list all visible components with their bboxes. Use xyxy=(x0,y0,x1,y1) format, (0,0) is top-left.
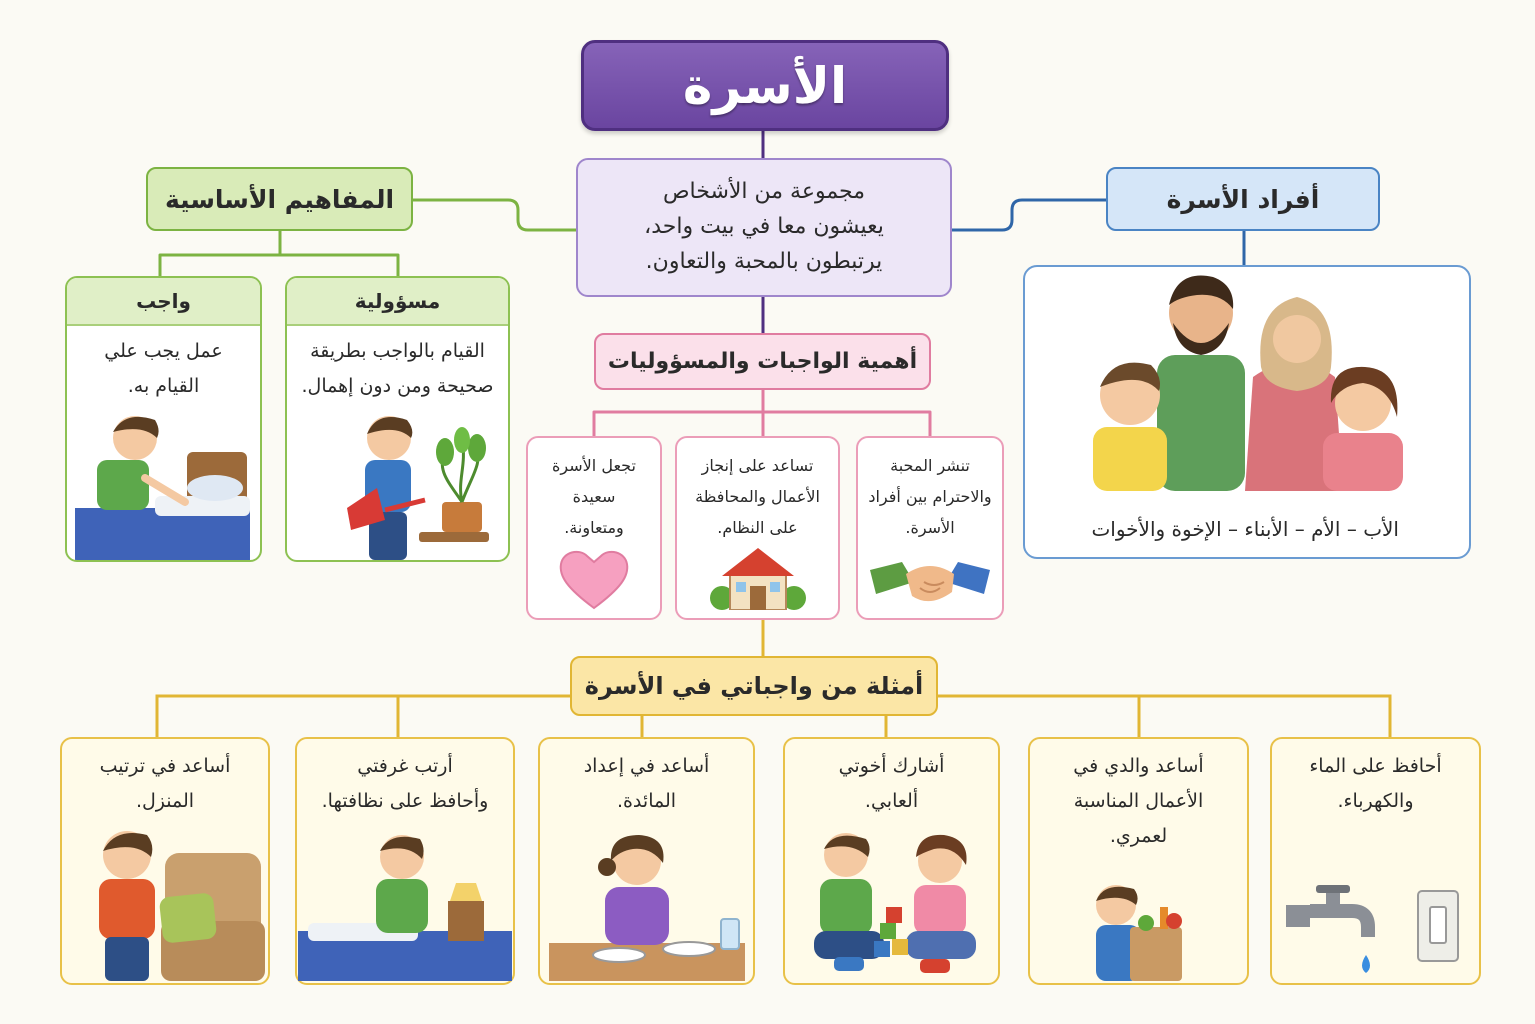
importance-line: الأعمال والمحافظة xyxy=(695,487,820,507)
importance-text xyxy=(858,438,1002,544)
example-line: أشارك أخوتي xyxy=(838,755,945,777)
importance-line: والاحترام بين أفراد xyxy=(868,487,992,507)
example-text xyxy=(297,739,513,819)
example-line: المنزل. xyxy=(135,790,195,813)
concept-card-duty xyxy=(65,276,262,562)
definition-box xyxy=(576,158,952,297)
example-line: أساعد والدي في xyxy=(1073,755,1204,777)
example-text xyxy=(785,739,998,819)
concept-line: عمل يجب علي xyxy=(104,340,223,362)
boy-carrying-groceries-illustration xyxy=(1074,881,1204,981)
definition-line: مجموعة من الأشخاص xyxy=(662,179,866,205)
faucet-and-switch-illustration xyxy=(1286,871,1466,981)
example-line: ألعابي. xyxy=(864,790,919,813)
concept-description xyxy=(67,326,260,404)
definition-line: يرتبطون بالمحبة والتعاون. xyxy=(645,248,883,274)
children-playing-blocks-illustration xyxy=(794,831,990,981)
boy-arranging-cushion-illustration xyxy=(65,825,265,981)
concepts-heading: المفاهيم الأساسية xyxy=(146,167,413,231)
example-card-tidy-house xyxy=(60,737,270,985)
example-card-tidy-room xyxy=(295,737,515,985)
examples-heading: أمثلة من واجباتي في الأسرة xyxy=(570,656,938,716)
example-line: وأحافظ على نظافتها. xyxy=(321,790,489,813)
importance-line: تنشر المحبة xyxy=(890,456,970,475)
handshake-icon xyxy=(868,548,992,610)
example-line: أساعد في ترتيب xyxy=(99,755,231,777)
concept-line: القيام به. xyxy=(127,375,200,398)
importance-line: سعيدة xyxy=(572,487,616,507)
importance-line: تساعد على إنجاز xyxy=(701,456,814,475)
members-card xyxy=(1023,265,1471,559)
example-line: أساعد في إعداد xyxy=(583,755,710,777)
example-text xyxy=(1030,739,1247,854)
concept-title: مسؤولية xyxy=(287,278,508,326)
example-card-help-parents xyxy=(1028,737,1249,985)
heart-icon xyxy=(557,548,631,610)
importance-card-order xyxy=(675,436,840,620)
example-card-conserve xyxy=(1270,737,1481,985)
concept-description xyxy=(287,326,508,404)
concept-line: صحيحة ومن دون إهمال. xyxy=(301,375,494,398)
example-line: الأعمال المناسبة xyxy=(1073,790,1204,813)
girl-setting-table-illustration xyxy=(549,831,745,981)
family-portrait-illustration xyxy=(1085,267,1415,491)
boy-watering-plant-illustration xyxy=(307,410,492,560)
importance-line: على النظام. xyxy=(717,518,798,538)
example-line: أحافظ على الماء xyxy=(1309,755,1442,777)
concept-title: واجب xyxy=(67,278,260,326)
example-card-share-toys xyxy=(783,737,1000,985)
example-line: والكهرباء. xyxy=(1337,790,1414,813)
example-line: أرتب غرفتي xyxy=(357,755,453,777)
example-text xyxy=(540,739,753,819)
concept-line: القيام بالواجب بطريقة xyxy=(310,340,485,362)
importance-line: تجعل الأسرة xyxy=(552,456,636,475)
importance-card-love xyxy=(856,436,1004,620)
example-text xyxy=(1272,739,1479,819)
house-icon xyxy=(708,544,808,610)
importance-line: ومتعاونة. xyxy=(564,518,624,538)
example-card-set-table xyxy=(538,737,755,985)
example-text xyxy=(62,739,268,819)
importance-heading: أهمية الواجبات والمسؤوليات xyxy=(594,333,931,390)
example-line: لعمري. xyxy=(1109,825,1168,848)
diagram-title: الأسرة xyxy=(581,40,949,131)
boy-making-bed-illustration xyxy=(75,410,250,560)
importance-line: الأسرة. xyxy=(905,518,955,538)
boy-tidying-room-illustration xyxy=(298,831,512,981)
members-list: الأب – الأم – الأبناء – الإخوة والأخوات xyxy=(1091,517,1399,541)
members-heading: أفراد الأسرة xyxy=(1106,167,1380,231)
concept-card-responsibility xyxy=(285,276,510,562)
example-line: المائدة. xyxy=(616,790,677,813)
importance-text xyxy=(677,438,838,544)
importance-text xyxy=(528,438,660,544)
definition-line: يعيشون معا في بيت واحد، xyxy=(644,214,884,240)
importance-card-happiness xyxy=(526,436,662,620)
